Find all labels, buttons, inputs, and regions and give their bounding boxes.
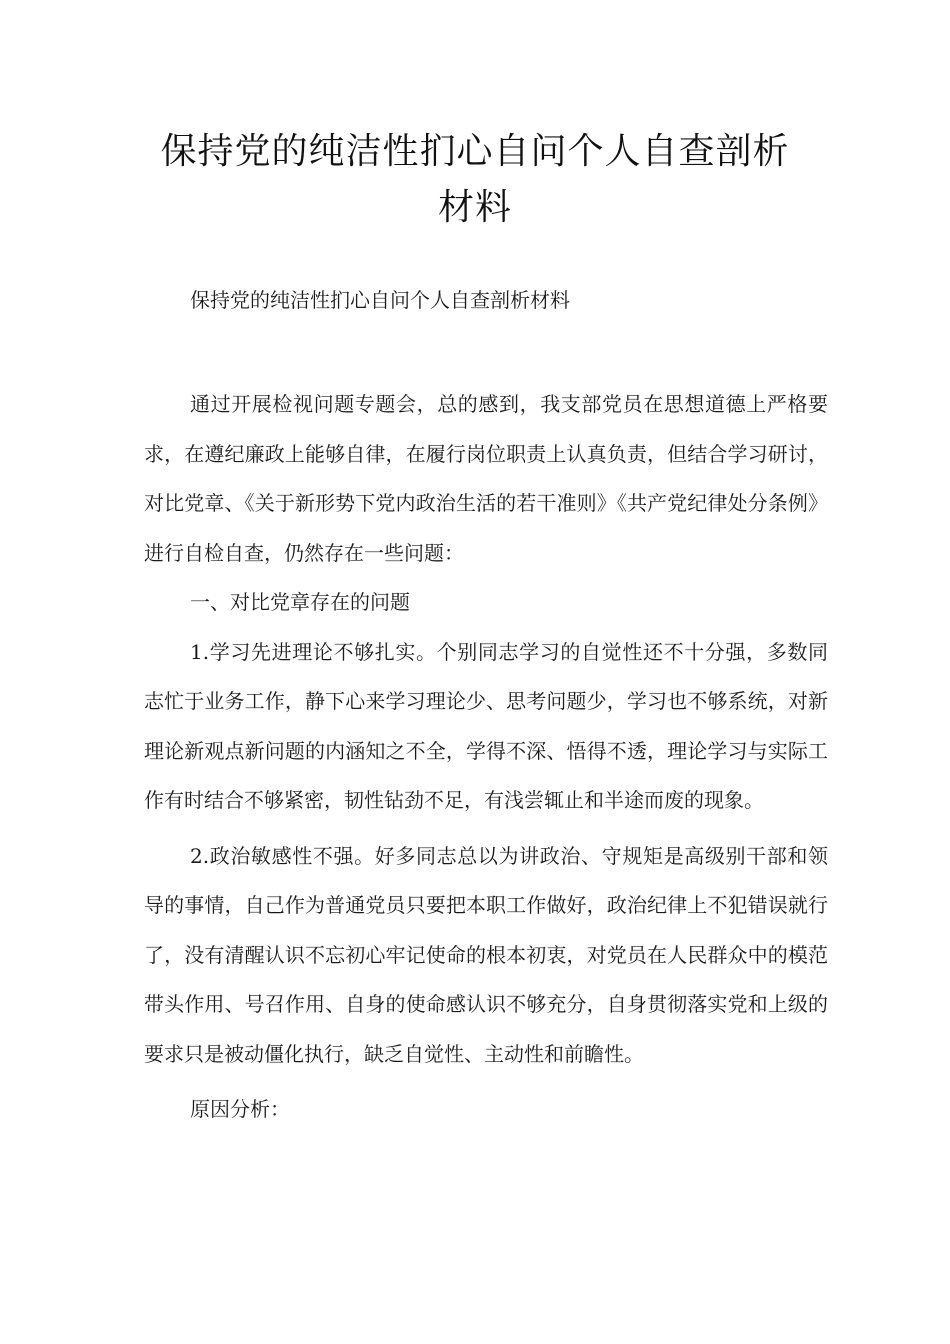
section-heading: 一、对比党章存在的问题 (190, 590, 410, 614)
title-line-1: 保持党的纯洁性扪心自问个人自查剖析 (160, 131, 790, 172)
document-subtitle: 保持党的纯洁性扪心自问个人自查剖析材料 (190, 288, 570, 312)
paragraph-item-1: 1.学习先进理论不够扎实。个别同志学习的自觉性还不十分强，多数同志忙于业务工作，静下心来学习理论少、思考问题少，学习也不够系统，对新理论新观点新问题的内涵知之不全，学得不深、悟得不透，理论学习与实际工作有时结合不够紧密，韧性钻劲不足，有浅尝辄止和半途而废的现象。 (144, 639, 828, 812)
paragraph-intro: 通过开展检视问题专题会，总的感到，我支部党员在思想道德上严格要求，在遵纪廉政上能够自律，在履行岗位职责上认真负责，但结合学习研讨，对比党章、《关于新形势下党内政治生活的若干准则》《共产党纪律处分条例》进行自检自查，仍然存在一些问题： (144, 392, 828, 565)
paragraph-cause-analysis: 原因分析： (190, 1097, 290, 1121)
document-title (120, 124, 830, 236)
paragraph-item-2: 2.政治敏感性不强。好多同志总以为讲政治、守规矩是高级别干部和领导的事情，自己作为普通党员只要把本职工作做好，政治纪律上不犯错误就行了，没有清醒认识不忘初心牢记使命的根本初衷，对党员在人民群众中的模范带头作用、号召作用、自身的使命感认识不够充分，自身贯彻落实党和上级的要求只是被动僵化执行，缺乏自觉性、主动性和前瞻性。 (144, 843, 828, 1066)
document-body (144, 380, 828, 1135)
title-line-2: 材料 (437, 187, 512, 228)
